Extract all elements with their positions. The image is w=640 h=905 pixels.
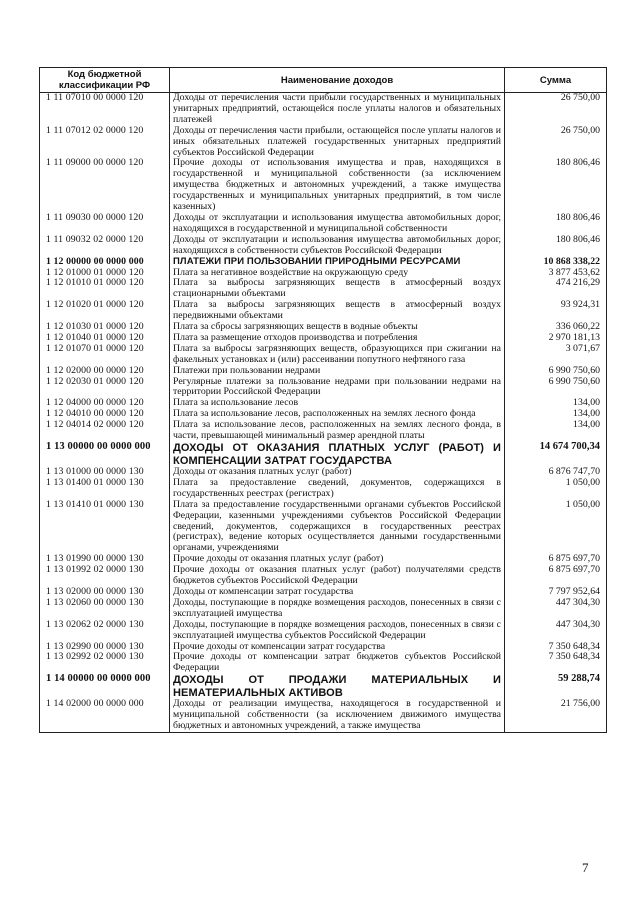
- budget-code-cell: 1 13 02990 00 0000 130: [40, 642, 170, 653]
- header-code: Код бюджетной классификации РФ: [40, 68, 170, 93]
- table-row: [40, 420, 607, 442]
- amount-cell: 7 350 648,34: [505, 652, 607, 674]
- revenue-name-cell: ДОХОДЫ ОТ ОКАЗАНИЯ ПЛАТНЫХ УСЛУГ (РАБОТ) И КОМПЕНСАЦИИ ЗАТРАТ ГОСУДАРСТВА: [170, 442, 505, 467]
- budget-code-cell: 1 12 01010 01 0000 120: [40, 278, 170, 300]
- table-row: [40, 442, 607, 467]
- revenue-name-cell: Плата за использование лесов, расположенных на землях лесного фонда, в части, превышающей минимальный размер арендной платы: [170, 420, 505, 442]
- amount-cell: 180 806,46: [505, 213, 607, 235]
- budget-code-cell: 1 12 01030 01 0000 120: [40, 322, 170, 333]
- revenue-name-cell: Регулярные платежи за пользование недрами при пользовании недрами на территории Российской Федерации: [170, 377, 505, 399]
- budget-code-cell: 1 12 04014 02 0000 120: [40, 420, 170, 442]
- budget-code-cell: 1 11 09030 00 0000 120: [40, 213, 170, 235]
- table-row: [40, 235, 607, 257]
- table-row: [40, 278, 607, 300]
- budget-code-cell: 1 12 00000 00 0000 000: [40, 257, 170, 268]
- revenue-table-container: [39, 67, 606, 733]
- table-row: [40, 598, 607, 620]
- amount-cell: 6 875 697,70: [505, 554, 607, 565]
- header-name: Наименование доходов: [170, 68, 505, 93]
- budget-code-cell: 1 12 02030 01 0000 120: [40, 377, 170, 399]
- revenue-name-cell: ДОХОДЫ ОТ ПРОДАЖИ МАТЕРИАЛЬНЫХ И НЕМАТЕРИАЛЬНЫХ АКТИВОВ: [170, 674, 505, 699]
- table-row: [40, 699, 607, 732]
- revenue-name-cell: Прочие доходы от оказания платных услуг (работ) получателями средств бюджетов субъектов Российской Федерации: [170, 565, 505, 587]
- budget-code-cell: 1 11 09032 02 0000 120: [40, 235, 170, 257]
- revenue-name-cell: Платежи при пользовании недрами: [170, 366, 505, 377]
- amount-cell: 134,00: [505, 420, 607, 442]
- amount-cell: 134,00: [505, 409, 607, 420]
- budget-code-cell: 1 13 01990 00 0000 130: [40, 554, 170, 565]
- revenue-name-cell: Плата за выбросы загрязняющих веществ в атмосферный воздух стационарными объектами: [170, 278, 505, 300]
- amount-cell: 1 050,00: [505, 500, 607, 555]
- table-row: [40, 500, 607, 555]
- amount-cell: 447 304,30: [505, 598, 607, 620]
- budget-code-cell: 1 12 02000 00 0000 120: [40, 366, 170, 377]
- revenue-name-cell: Плата за предоставление сведений, документов, содержащихся в государственных реестрах (регистрах): [170, 478, 505, 500]
- budget-code-cell: 1 12 01000 01 0000 120: [40, 268, 170, 279]
- budget-code-cell: 1 11 09000 00 0000 120: [40, 158, 170, 213]
- budget-code-cell: 1 12 04010 00 0000 120: [40, 409, 170, 420]
- budget-code-cell: 1 13 01992 02 0000 130: [40, 565, 170, 587]
- table-body: [40, 93, 607, 733]
- table-row: [40, 652, 607, 674]
- table-row: [40, 257, 607, 268]
- budget-code-cell: 1 11 07010 00 0000 120: [40, 93, 170, 126]
- budget-code-cell: 1 13 00000 00 0000 000: [40, 442, 170, 467]
- table-row: [40, 93, 607, 126]
- revenue-name-cell: Доходы от перечисления части прибыли, остающейся после уплаты налогов и иных обязательных платежей государственных унитарных предприятий субъектов Российской Федерации: [170, 126, 505, 159]
- revenue-name-cell: Доходы от реализации имущества, находящегося в государственной и муниципальной собственности (за исключением движимого имущества бюджетных и автономных учреждений, а также имущества: [170, 699, 505, 732]
- revenue-name-cell: Плата за использование лесов, расположенных на землях лесного фонда: [170, 409, 505, 420]
- amount-cell: 6 990 750,60: [505, 377, 607, 399]
- budget-code-cell: 1 12 04000 00 0000 120: [40, 398, 170, 409]
- header-sum: Сумма: [505, 68, 607, 93]
- budget-code-cell: 1 13 01400 01 0000 130: [40, 478, 170, 500]
- budget-code-cell: 1 11 07012 02 0000 120: [40, 126, 170, 159]
- amount-cell: 180 806,46: [505, 235, 607, 257]
- budget-code-cell: 1 13 02062 02 0000 130: [40, 620, 170, 642]
- revenue-name-cell: ПЛАТЕЖИ ПРИ ПОЛЬЗОВАНИИ ПРИРОДНЫМИ РЕСУРСАМИ: [170, 257, 505, 268]
- table-row: [40, 344, 607, 366]
- table-row: [40, 158, 607, 213]
- revenue-name-cell: Доходы от оказания платных услуг (работ): [170, 467, 505, 478]
- amount-cell: 93 924,31: [505, 300, 607, 322]
- revenue-name-cell: Плата за выбросы загрязняющих веществ в атмосферный воздух передвижными объектами: [170, 300, 505, 322]
- budget-code-cell: 1 13 02000 00 0000 130: [40, 587, 170, 598]
- amount-cell: 26 750,00: [505, 93, 607, 126]
- budget-code-cell: 1 13 01410 01 0000 130: [40, 500, 170, 555]
- table-row: [40, 213, 607, 235]
- table-row: [40, 300, 607, 322]
- budget-code-cell: 1 12 01040 01 0000 120: [40, 333, 170, 344]
- revenue-name-cell: Доходы, поступающие в порядке возмещения расходов, понесенных в связи с эксплуатацией имущества: [170, 598, 505, 620]
- amount-cell: 3 877 453,62: [505, 268, 607, 279]
- table-row: [40, 366, 607, 377]
- revenue-name-cell: Плата за размещение отходов производства и потребления: [170, 333, 505, 344]
- budget-code-cell: 1 14 00000 00 0000 000: [40, 674, 170, 699]
- table-row: [40, 620, 607, 642]
- amount-cell: 474 216,29: [505, 278, 607, 300]
- amount-cell: 26 750,00: [505, 126, 607, 159]
- amount-cell: 14 674 700,34: [505, 442, 607, 467]
- table-row: [40, 377, 607, 399]
- revenue-name-cell: Прочие доходы от оказания платных услуг (работ): [170, 554, 505, 565]
- revenue-name-cell: Доходы от компенсации затрат государства: [170, 587, 505, 598]
- amount-cell: 6 875 697,70: [505, 565, 607, 587]
- revenue-name-cell: Плата за сбросы загрязняющих веществ в водные объекты: [170, 322, 505, 333]
- table-header-row: [40, 68, 607, 93]
- page-number: 7: [582, 860, 589, 875]
- budget-code-cell: 1 13 01000 00 0000 130: [40, 467, 170, 478]
- amount-cell: 180 806,46: [505, 158, 607, 213]
- budget-code-cell: 1 12 01020 01 0000 120: [40, 300, 170, 322]
- amount-cell: 447 304,30: [505, 620, 607, 642]
- amount-cell: 2 970 181,13: [505, 333, 607, 344]
- amount-cell: 3 071,67: [505, 344, 607, 366]
- amount-cell: 134,00: [505, 398, 607, 409]
- budget-code-cell: 1 12 01070 01 0000 120: [40, 344, 170, 366]
- amount-cell: 7 797 952,64: [505, 587, 607, 598]
- table-row: [40, 126, 607, 159]
- revenue-name-cell: Плата за предоставление государственными органами субъектов Российской Федерации, казенными учреждениями субъектов Российской Федерации сведений, документов, содержащихся в государственных реестрах (регистрах), ведение которых осуществляется данными государственными органами, учреждениями: [170, 500, 505, 555]
- revenue-name-cell: Плата за негативное воздействие на окружающую среду: [170, 268, 505, 279]
- revenue-name-cell: Доходы от перечисления части прибыли государственных и муниципальных унитарных предприятий, остающейся после уплаты налогов и обязательных платежей: [170, 93, 505, 126]
- revenue-name-cell: Плата за выбросы загрязняющих веществ, образующихся при сжигании на факельных установках и (или) рассеивании попутного нефтяного газа: [170, 344, 505, 366]
- amount-cell: 7 350 648,34: [505, 642, 607, 653]
- revenue-name-cell: Доходы от эксплуатации и использования имущества автомобильных дорог, находящихся в государственной и муниципальной собственности: [170, 213, 505, 235]
- revenue-name-cell: Доходы от эксплуатации и использования имущества автомобильных дорог, находящихся в собственности субъектов Российской Федерации: [170, 235, 505, 257]
- revenue-table: [39, 67, 607, 733]
- table-row: [40, 478, 607, 500]
- table-row: [40, 565, 607, 587]
- amount-cell: 21 756,00: [505, 699, 607, 732]
- amount-cell: 1 050,00: [505, 478, 607, 500]
- budget-code-cell: 1 13 02992 02 0000 130: [40, 652, 170, 674]
- amount-cell: 336 060,22: [505, 322, 607, 333]
- amount-cell: 6 876 747,70: [505, 467, 607, 478]
- revenue-name-cell: Прочие доходы от компенсации затрат бюджетов субъектов Российской Федерации: [170, 652, 505, 674]
- revenue-name-cell: Прочие доходы от использования имущества и прав, находящихся в государственной и муниципальной собственности (за исключением имущества бюджетных и автономных учреждений, а также имущества государственных и муниципальных унитарных предприятий, в том числе казенных): [170, 158, 505, 213]
- budget-code-cell: 1 14 02000 00 0000 000: [40, 699, 170, 732]
- budget-code-cell: 1 13 02060 00 0000 130: [40, 598, 170, 620]
- amount-cell: 10 868 338,22: [505, 257, 607, 268]
- revenue-name-cell: Прочие доходы от компенсации затрат государства: [170, 642, 505, 653]
- table-row: [40, 674, 607, 699]
- amount-cell: 59 288,74: [505, 674, 607, 699]
- amount-cell: 6 990 750,60: [505, 366, 607, 377]
- revenue-name-cell: Плата за использование лесов: [170, 398, 505, 409]
- revenue-name-cell: Доходы, поступающие в порядке возмещения расходов, понесенных в связи с эксплуатацией имущества субъектов Российской Федерации: [170, 620, 505, 642]
